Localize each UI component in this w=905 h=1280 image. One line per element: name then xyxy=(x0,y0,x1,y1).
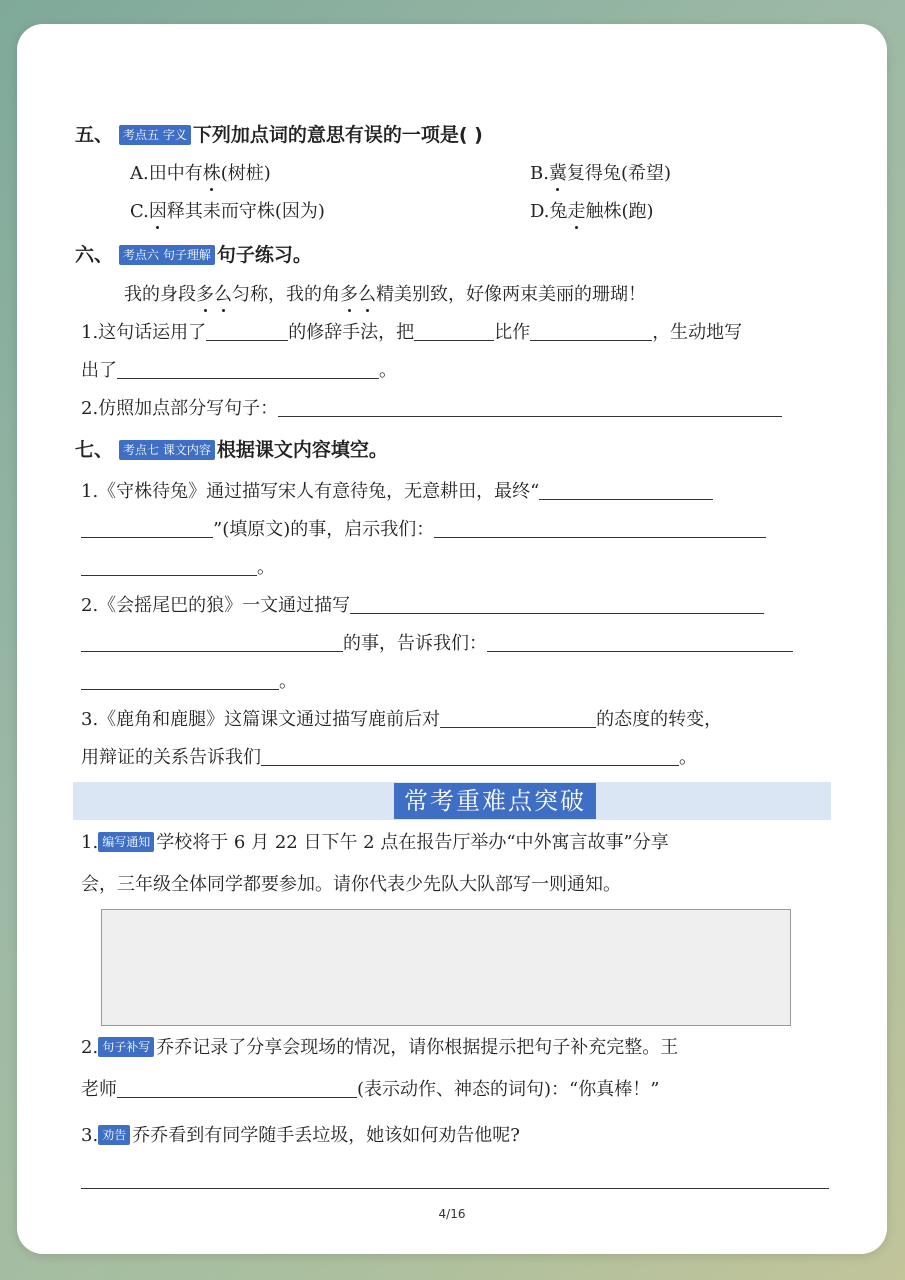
q7-item3-cont: 用辩证的关系告诉我们 。 xyxy=(81,747,697,768)
dotted-char: 多 xyxy=(196,284,214,305)
q6-item2: 2.仿照加点部分写句子： xyxy=(81,396,782,421)
section-title: 常考重难点突破 xyxy=(394,783,596,819)
answer-blank[interactable] xyxy=(350,593,764,614)
answer-blank[interactable] xyxy=(117,358,379,379)
page-number: 4/16 xyxy=(438,1207,466,1221)
s2-tag: 句子补写 xyxy=(98,1037,154,1057)
answer-blank[interactable] xyxy=(539,479,713,500)
answer-blank[interactable] xyxy=(261,745,679,766)
q5-option-a: A.田中有株(树桩) xyxy=(130,163,271,184)
answer-blank[interactable] xyxy=(530,320,652,341)
dotted-char: 走 xyxy=(567,201,586,222)
dotted-char: 么 xyxy=(358,284,376,305)
s3-line1: 3. 劝告 乔乔看到有同学随手丢垃圾，她该如何劝告他呢? xyxy=(81,1125,520,1146)
s1-line1: 1. 编写通知 学校将于 6 月 22 日下午 2 点在报告厅举办“中外寓言故事”分享 xyxy=(81,832,669,853)
dotted-char: 因 xyxy=(148,201,167,222)
q7-heading xyxy=(75,438,388,462)
q6-number: 六、 xyxy=(75,244,114,266)
q5-option-c: C.因释其耒而守株(因为) xyxy=(130,201,325,222)
q7-tag: 考点七 课文内容 xyxy=(119,440,215,460)
q7-item3: 3.《鹿角和鹿腿》这篇课文通过描写鹿前后对 的态度的转变， xyxy=(81,709,723,730)
q7-prompt: 根据课文内容填空。 xyxy=(216,439,388,461)
answer-blank[interactable] xyxy=(81,631,343,652)
answer-blank[interactable] xyxy=(81,555,257,576)
notice-writing-box[interactable] xyxy=(101,909,791,1026)
answer-blank[interactable] xyxy=(440,707,596,728)
q6-item1-cont: 出了 。 xyxy=(81,360,397,381)
s2-line1: 2. 句子补写 乔乔记录了分享会现场的情况，请你根据提示把句子补充完整。王 xyxy=(81,1037,679,1058)
s3-tag: 劝告 xyxy=(98,1125,130,1145)
s1-line2: 会，三年级全体同学都要参加。请你代表少先队大队部写一则通知。 xyxy=(81,874,621,895)
worksheet-page xyxy=(17,24,887,1254)
answer-line[interactable] xyxy=(81,1188,829,1189)
q5-number: 五、 xyxy=(75,124,114,146)
dotted-char: 么 xyxy=(214,284,232,305)
dotted-char: 株 xyxy=(202,163,221,184)
q5-tag: 考点五 字义 xyxy=(119,125,191,145)
answer-blank[interactable] xyxy=(487,631,793,652)
q6-item1: 1.这句话运用了 的修辞手法，把 比作 ，生动地写 xyxy=(81,322,743,343)
q7-item1: 1.《守株待兔》通过描写宋人有意待兔，无意耕田，最终“ xyxy=(81,479,713,504)
q6-heading xyxy=(75,243,312,267)
q6-prompt: 句子练习。 xyxy=(216,244,312,266)
s2-line2: 老师 (表示动作、神态的词句)：“你真棒！” xyxy=(81,1079,660,1100)
answer-blank[interactable] xyxy=(434,517,766,538)
s1-tag: 编写通知 xyxy=(98,832,154,852)
q5-option-b: B.冀复得兔(希望) xyxy=(530,163,671,184)
q7-item2: 2.《会摇尾巴的狼》一文通过描写 xyxy=(81,593,764,618)
answer-blank[interactable] xyxy=(117,1077,357,1098)
answer-blank[interactable] xyxy=(81,669,279,690)
section-banner xyxy=(73,782,831,820)
answer-blank[interactable] xyxy=(81,517,213,538)
q5-heading xyxy=(75,123,483,147)
dotted-char: 冀 xyxy=(548,163,567,184)
q6-sentence: 我的身段多么匀称，我的角多么精美别致，好像两束美丽的珊瑚！ xyxy=(124,284,646,305)
q5-option-d: D.兔走触株(跑) xyxy=(530,201,654,222)
q5-prompt: 下列加点词的意思有误的一项是( ) xyxy=(192,124,483,146)
answer-blank[interactable] xyxy=(278,396,782,417)
q7-item2-end: 。 xyxy=(81,669,297,694)
q6-tag: 考点六 句子理解 xyxy=(119,245,215,265)
q7-number: 七、 xyxy=(75,439,114,461)
answer-blank[interactable] xyxy=(206,320,288,341)
q7-item1-end: 。 xyxy=(81,555,275,580)
answer-blank[interactable] xyxy=(414,320,494,341)
q7-item2-cont: 的事，告诉我们： xyxy=(81,631,793,656)
dotted-char: 多 xyxy=(340,284,358,305)
q7-item1-cont: ”(填原文)的事，启示我们： xyxy=(81,517,766,542)
